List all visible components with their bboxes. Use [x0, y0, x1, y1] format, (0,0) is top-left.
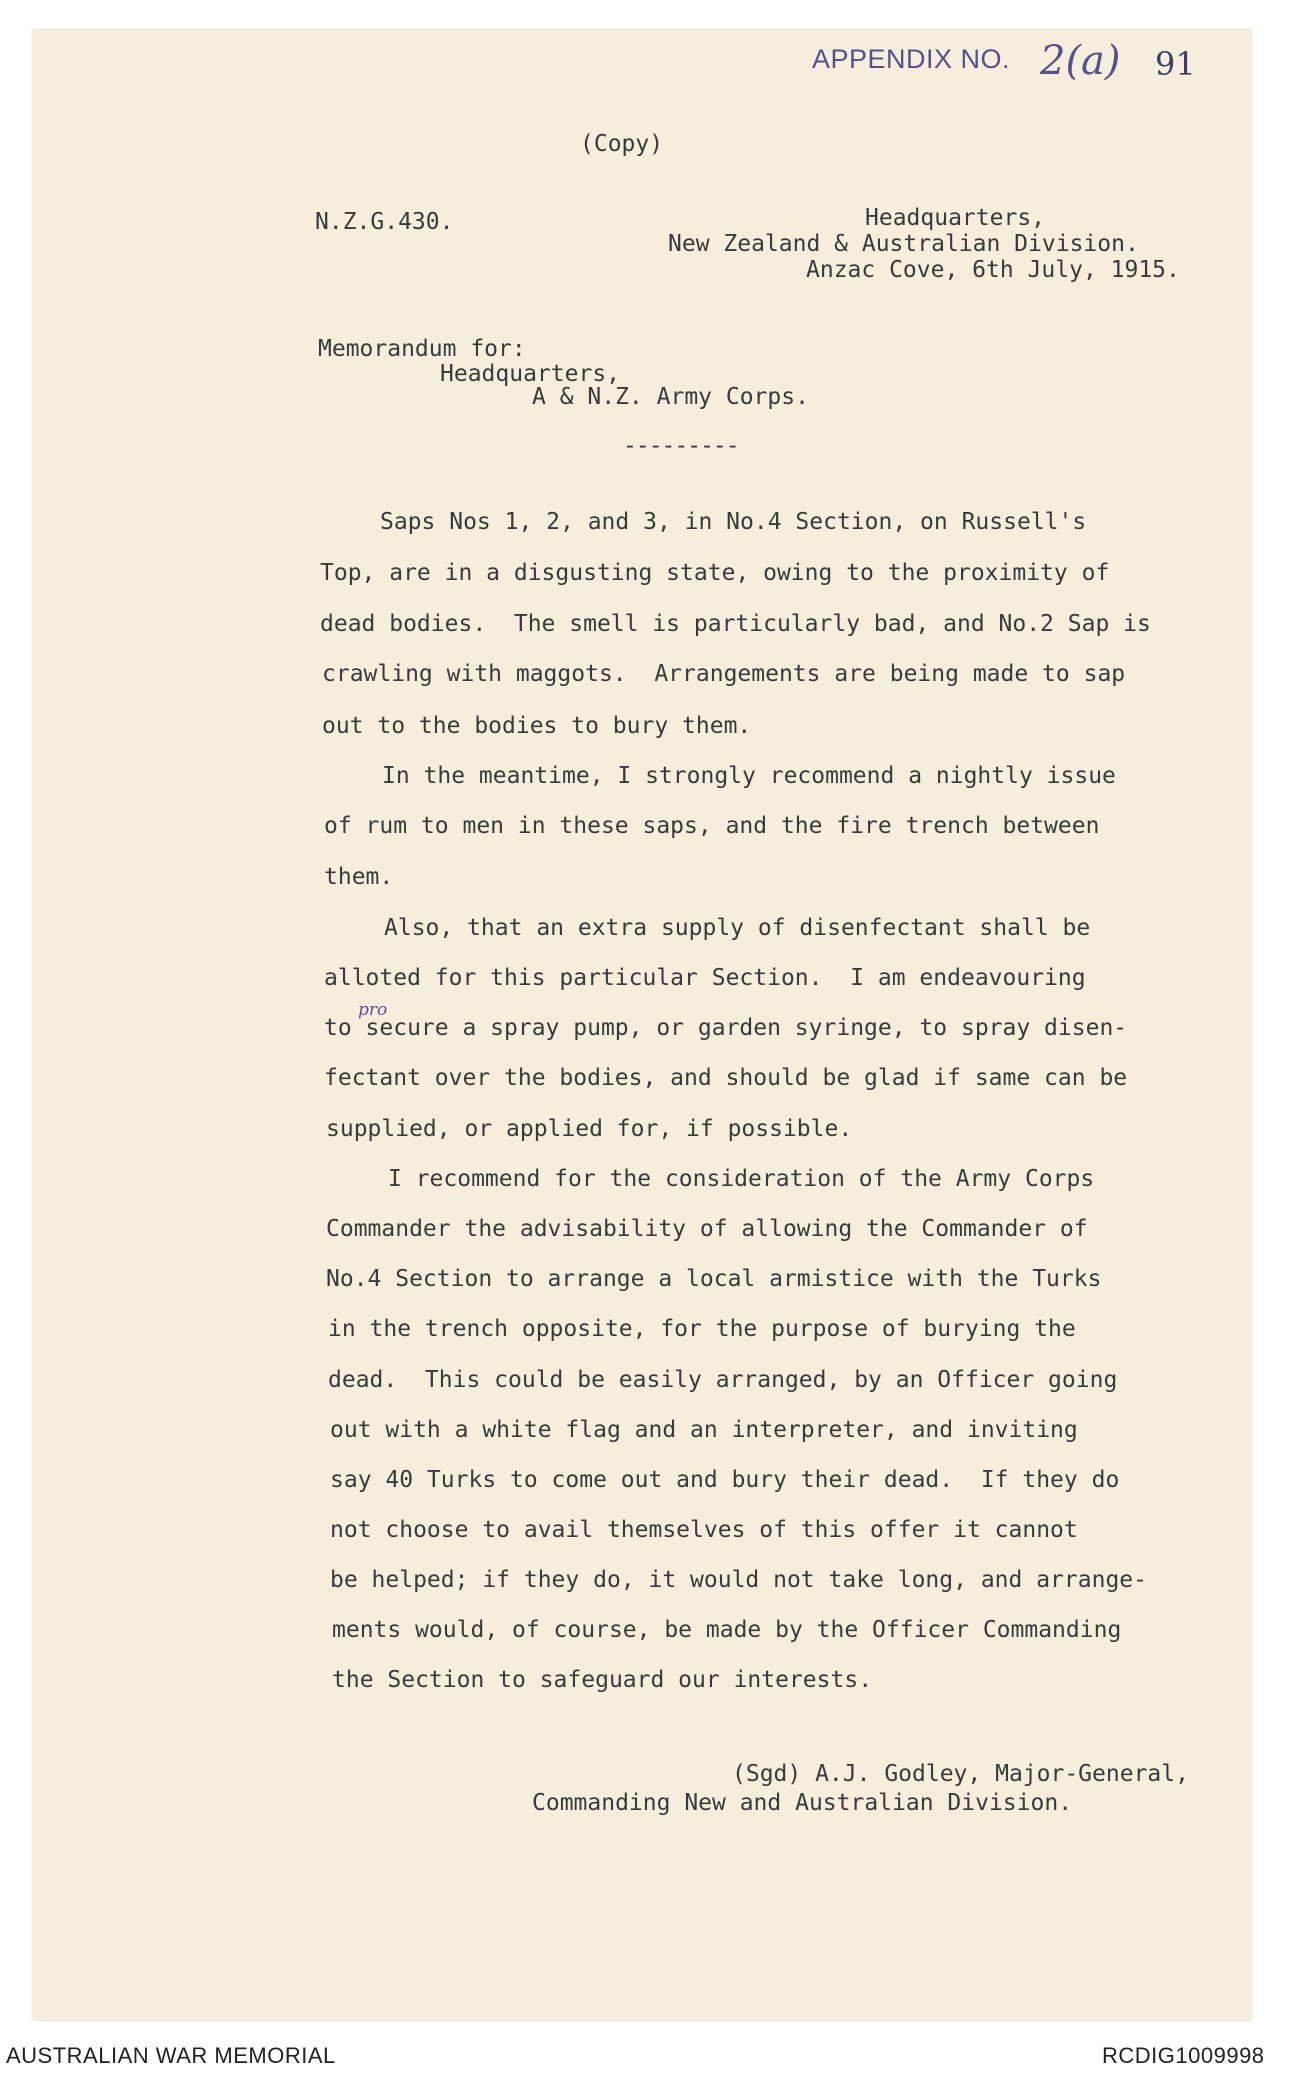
address-line-1: Headquarters,: [865, 205, 1046, 231]
body-line: out with a white flag and an interpreter, and inviting: [330, 1417, 1078, 1443]
body-line: be helped; if they do, it would not take long, and arrange-: [330, 1567, 1147, 1593]
signature-line-1: (Sgd) A.J. Godley, Major-General,: [732, 1761, 1189, 1787]
body-line: in the trench opposite, for the purpose of burying the: [328, 1316, 1076, 1342]
signature-line-2: Commanding New and Australian Division.: [532, 1790, 1073, 1816]
body-line: dead bodies. The smell is particularly bad, and No.2 Sap is: [320, 611, 1151, 637]
body-line: Also, that an extra supply of disenfectant shall be: [384, 915, 1091, 941]
body-line: crawling with maggots. Arrangements are being made to sap: [322, 661, 1126, 687]
memo-to-line-2: A & N.Z. Army Corps.: [532, 384, 809, 410]
body-line: to secure a spray pump, or garden syringe, to spray disen-: [324, 1015, 1128, 1041]
memo-divider: ---------: [623, 433, 739, 459]
memo-for: Memorandum for:: [318, 336, 526, 362]
body-line: supplied, or applied for, if possible.: [326, 1116, 853, 1142]
body-line: I recommend for the consideration of the Army Corps: [388, 1166, 1095, 1192]
address-line-3: Anzac Cove, 6th July, 1915.: [806, 257, 1180, 283]
body-line: the Section to safeguard our interests.: [332, 1667, 873, 1693]
body-line: say 40 Turks to come out and bury their dead. If they do: [330, 1467, 1120, 1493]
appendix-stamp: APPENDIX NO.: [812, 44, 1011, 74]
body-line: No.4 Section to arrange a local armistice with the Turks: [326, 1266, 1102, 1292]
reference-number: N.Z.G.430.: [315, 209, 454, 235]
body-line: not choose to avail themselves of this offer it cannot: [330, 1517, 1078, 1543]
body-line: out to the bodies to bury them.: [322, 713, 752, 739]
body-line: Top, are in a disgusting state, owing to the proximity of: [320, 560, 1110, 586]
body-line: Commander the advisability of allowing the Commander of: [326, 1216, 1088, 1242]
page-number: 91: [1155, 45, 1196, 83]
copy-label: (Copy): [580, 131, 664, 157]
handwritten-correction: pro: [358, 1000, 388, 1020]
body-line: dead. This could be easily arranged, by an Officer going: [328, 1367, 1118, 1393]
footer-archive-name: AUSTRALIAN WAR MEMORIAL: [6, 2043, 336, 2068]
body-line: them.: [324, 864, 394, 890]
footer-item-id: RCDIG1009998: [1102, 2043, 1265, 2068]
body-line: In the meantime, I strongly recommend a nightly issue: [382, 763, 1116, 789]
body-line: fectant over the bodies, and should be glad if same can be: [324, 1065, 1128, 1091]
memo-to-line-1: Headquarters,: [440, 361, 621, 387]
body-line: of rum to men in these saps, and the fire trench between: [324, 813, 1100, 839]
address-line-2: New Zealand & Australian Division.: [668, 231, 1139, 257]
body-line: alloted for this particular Section. I am endeavouring: [324, 965, 1086, 991]
body-line: ments would, of course, be made by the Officer Commanding: [332, 1617, 1122, 1643]
body-line: Saps Nos 1, 2, and 3, in No.4 Section, on Russell's: [380, 509, 1087, 535]
appendix-number: 2(a): [1040, 38, 1121, 84]
